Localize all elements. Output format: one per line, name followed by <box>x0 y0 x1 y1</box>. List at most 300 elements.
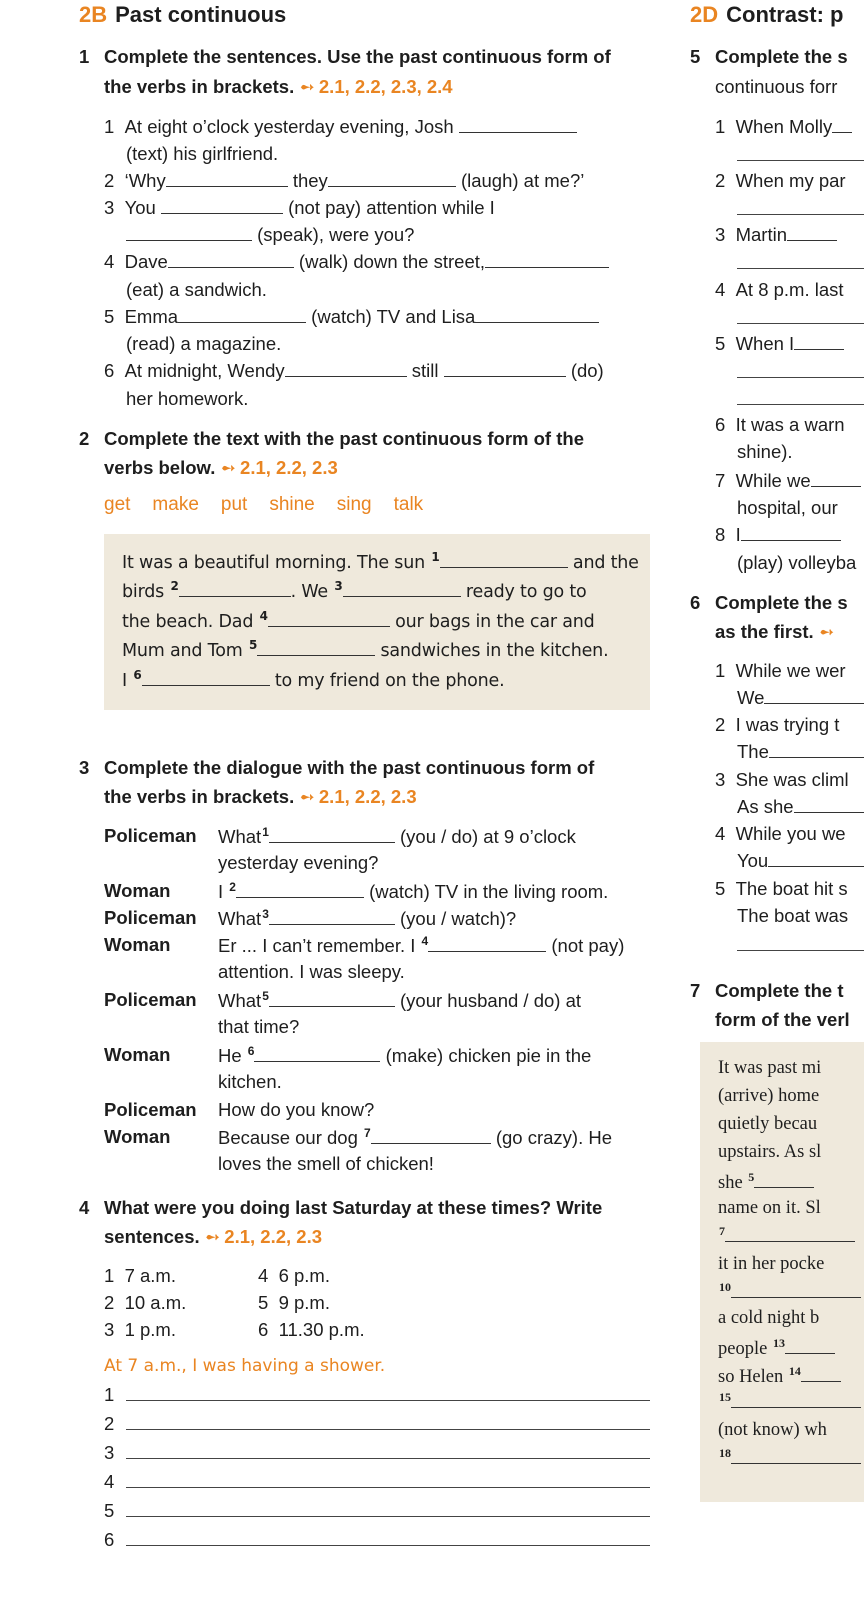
word-bank-item: get <box>104 494 131 515</box>
answer-blank[interactable] <box>328 170 456 187</box>
item-number: 4 <box>715 279 726 300</box>
gap-number: 6 <box>133 668 142 682</box>
item-text: ‘Why <box>124 170 166 191</box>
dialogue-line-5 <box>218 989 581 1012</box>
item-text: still <box>411 360 439 381</box>
answer-blank[interactable] <box>444 360 566 377</box>
answer-number: 5 <box>104 1500 115 1521</box>
ex7-instruction-line1: Complete the t <box>715 980 844 1001</box>
ex1-item-2 <box>104 170 584 192</box>
ex7-text-line <box>718 1446 861 1470</box>
answer-blank[interactable] <box>754 1171 814 1188</box>
gap-number: 15 <box>719 1390 731 1404</box>
answer-blank[interactable] <box>794 796 864 813</box>
ex1-instruction-text: the verbs in brackets. <box>104 76 295 97</box>
answer-blank[interactable] <box>768 850 864 867</box>
ex7-text-line: quietly becau <box>718 1114 818 1134</box>
ex6-item-1 <box>715 660 846 682</box>
answer-line[interactable] <box>126 1516 650 1517</box>
item-number: 3 <box>715 769 726 790</box>
dialogue-line-1 <box>218 825 576 848</box>
dialogue-line-1-cont: yesterday evening? <box>218 852 379 873</box>
ex1-refs: 2.1, 2.2, 2.3, 2.4 <box>318 76 453 97</box>
answer-blank[interactable] <box>731 1391 861 1408</box>
arrow-icon: ➻ <box>818 621 835 642</box>
answer-number: 1 <box>104 1384 115 1405</box>
ex1-item-5-cont: (read) a magazine. <box>126 333 282 354</box>
ex5-item-6-cont: shine). <box>737 441 793 462</box>
text-fragment: . We <box>290 582 328 602</box>
answer-blank[interactable] <box>371 1127 491 1144</box>
answer-blank[interactable] <box>794 333 844 350</box>
answer-line[interactable] <box>126 1429 650 1430</box>
ex1-item-5 <box>104 306 599 328</box>
ex5-item-7 <box>715 470 861 492</box>
item-text: While we wer <box>735 660 846 681</box>
ex5-item-4 <box>715 279 844 301</box>
answer-line[interactable] <box>126 1545 650 1546</box>
item-number: 5 <box>715 878 726 899</box>
item-text: When Molly <box>735 116 833 137</box>
ex6-item-5 <box>715 878 848 900</box>
item-text: You <box>737 850 769 871</box>
ex2-instruction-text: verbs below. <box>104 457 216 478</box>
answer-blank[interactable] <box>166 170 288 187</box>
answer-number: 6 <box>104 1529 115 1550</box>
answer-blank[interactable] <box>285 360 407 377</box>
item-text: The <box>737 741 769 762</box>
item-text: We <box>737 687 765 708</box>
answer-line[interactable] <box>737 377 864 378</box>
item-number: 3 <box>715 224 726 245</box>
ex7-text-line: a cold night b <box>718 1308 820 1328</box>
answer-line[interactable] <box>737 160 864 161</box>
dialogue-text: (you / do) at 9 o’clock <box>400 826 576 847</box>
ex7-text-line <box>718 1170 814 1194</box>
ex7-text-line <box>718 1280 861 1304</box>
answer-blank[interactable] <box>801 1365 841 1382</box>
item-text: At 8 p.m. last <box>735 279 844 300</box>
item-number: 4 <box>715 823 726 844</box>
dialogue-line-6 <box>218 1044 591 1067</box>
answer-line[interactable] <box>126 1458 650 1459</box>
answer-blank[interactable] <box>142 669 270 686</box>
answer-blank[interactable] <box>731 1281 861 1298</box>
ex1-item-1-cont: (text) his girlfriend. <box>126 143 279 164</box>
answer-blank[interactable] <box>269 826 395 843</box>
ex5-item-7-cont: hospital, our <box>737 497 838 518</box>
gap-number: 7 <box>719 1224 725 1238</box>
item-text: She was climl <box>735 769 849 790</box>
item-number: 5 <box>104 306 115 327</box>
item-number: 5 <box>715 333 726 354</box>
answer-blank[interactable] <box>268 610 390 627</box>
arrow-icon: ➻ <box>220 457 237 478</box>
ex7-text-line: (not know) wh <box>718 1420 827 1440</box>
gap-number: 13 <box>772 1336 785 1350</box>
dialogue-line-8-cont: loves the smell of chicken! <box>218 1153 434 1174</box>
item-number: 4 <box>258 1265 269 1286</box>
item-number: 2 <box>715 714 726 735</box>
ex7-text-line <box>718 1224 855 1248</box>
ex4-time-4 <box>258 1265 330 1287</box>
ex1-instruction-line1: Complete the sentences. Use the past continuous form of <box>104 46 611 67</box>
ex6-item-3 <box>715 769 849 791</box>
ex2-instruction-line1: Complete the text with the past continuous form of the <box>104 428 584 449</box>
gap-number: 2 <box>229 880 236 894</box>
ex3-grammar-ref <box>299 786 416 807</box>
answer-blank[interactable] <box>785 1337 835 1354</box>
time-value: 9 p.m. <box>278 1292 330 1313</box>
time-value: 1 p.m. <box>124 1319 176 1340</box>
item-text: I was trying t <box>735 714 840 735</box>
dialogue-line-4-cont: attention. I was sleepy. <box>218 961 405 982</box>
item-text: You <box>124 197 156 218</box>
time-value: 7 a.m. <box>124 1265 176 1286</box>
gap-number: 10 <box>719 1280 731 1294</box>
ex6-item-2-cont <box>737 741 864 763</box>
ex1-item-6-cont: her homework. <box>126 388 249 409</box>
answer-blank[interactable] <box>459 116 577 133</box>
item-text: (not pay) attention while I <box>288 197 495 218</box>
answer-line[interactable] <box>737 950 864 951</box>
answer-blank[interactable] <box>236 881 364 898</box>
time-value: 11.30 p.m. <box>278 1319 365 1340</box>
ex3-instruction-line1: Complete the dialogue with the past continuous form of <box>104 757 595 778</box>
section-title: Past continuous <box>115 2 287 27</box>
answer-blank[interactable] <box>254 1045 380 1062</box>
item-text: they <box>292 170 328 191</box>
dialogue-text: What <box>218 826 262 847</box>
ex1-instruction-line2 <box>104 76 453 98</box>
answer-blank[interactable] <box>428 935 546 952</box>
time-value: 6 p.m. <box>278 1265 330 1286</box>
ex5-item-8 <box>715 524 841 546</box>
text-fragment: she <box>718 1173 743 1193</box>
ex4-time-1 <box>104 1265 176 1287</box>
ex5-item-8-cont: (play) volleyba <box>737 552 857 573</box>
answer-blank[interactable] <box>343 580 461 597</box>
item-text: Emma <box>124 306 179 327</box>
dialogue-text: Er ... I can’t remember. I <box>218 935 416 956</box>
answer-number: 2 <box>104 1413 115 1434</box>
ex7-text-line: it in her pocke <box>718 1254 825 1274</box>
ex6-instruction-line2 <box>715 621 834 643</box>
dialogue-text: (make) chicken pie in the <box>385 1045 592 1066</box>
item-text: Dave <box>124 251 168 272</box>
item-number: 1 <box>715 116 726 137</box>
text-fragment: the beach. Dad <box>122 612 254 632</box>
answer-blank[interactable] <box>161 197 283 214</box>
ex7-instruction-line2: form of the verl <box>715 1009 850 1030</box>
speaker-label: Woman <box>104 880 171 901</box>
item-number: 6 <box>715 414 726 435</box>
dialogue-line-7: How do you know? <box>218 1099 375 1120</box>
item-text: (laugh) at me?’ <box>460 170 585 191</box>
ex2-refs: 2.1, 2.2, 2.3 <box>240 457 338 478</box>
word-bank-item: make <box>152 494 199 515</box>
item-number: 2 <box>104 170 115 191</box>
ex2-text-line1 <box>122 550 639 573</box>
ex7-text-line <box>718 1336 835 1360</box>
ex5-item-6 <box>715 414 845 436</box>
ex3-refs: 2.1, 2.2, 2.3 <box>318 786 417 807</box>
ex4-grammar-ref <box>205 1226 322 1247</box>
gap-number: 2 <box>170 579 179 593</box>
ex7-text-line <box>718 1364 841 1388</box>
ex2-instruction-line2 <box>104 457 338 479</box>
ex6-item-4 <box>715 823 846 845</box>
ex1-item-3-cont <box>126 224 414 246</box>
ex4-time-2 <box>104 1292 186 1314</box>
dialogue-line-2 <box>218 880 608 903</box>
item-number: 6 <box>104 360 115 381</box>
item-number: 4 <box>104 251 115 272</box>
item-number: 1 <box>715 660 726 681</box>
ex1-grammar-ref <box>299 76 452 97</box>
dialogue-text: (go crazy). He <box>495 1127 613 1148</box>
gap-number: 1 <box>262 825 269 839</box>
ex6-item-3-cont <box>737 796 864 818</box>
gap-number: 3 <box>334 579 343 593</box>
answer-line[interactable] <box>737 323 864 324</box>
gap-number: 1 <box>431 550 440 564</box>
speaker-label: Policeman <box>104 989 197 1010</box>
word-bank-item: talk <box>393 494 424 515</box>
item-text: (watch) TV and Lisa <box>311 306 476 327</box>
dialogue-line-3 <box>218 907 516 930</box>
answer-line[interactable] <box>126 1400 650 1401</box>
ex4-instruction-text: sentences. <box>104 1226 200 1247</box>
item-number: 1 <box>104 116 115 137</box>
ex1-item-4-cont: (eat) a sandwich. <box>126 279 267 300</box>
answer-blank[interactable] <box>475 306 599 323</box>
text-fragment: I <box>122 671 127 691</box>
ex2-word-bank <box>104 494 445 516</box>
ex4-time-6 <box>258 1319 365 1341</box>
ex7-number: 7 <box>690 980 701 1001</box>
ex5-instruction-line2: continuous forr <box>715 76 838 97</box>
item-number: 3 <box>104 197 115 218</box>
item-number: 1 <box>104 1265 115 1286</box>
section-2d-title <box>690 2 843 28</box>
text-fragment: sandwiches in the kitchen. <box>380 641 609 661</box>
ex5-item-1 <box>715 116 852 138</box>
ex6-item-5-cont: The boat was <box>737 905 849 926</box>
text-fragment: It was a beautiful morning. The sun <box>122 553 426 573</box>
text-fragment: our bags in the car and <box>395 612 595 632</box>
ex6-item-2 <box>715 714 839 736</box>
ex2-text-line3 <box>122 609 595 632</box>
item-text: (speak), were you? <box>257 224 415 245</box>
item-text: (do) <box>570 360 604 381</box>
ex1-item-6 <box>104 360 604 382</box>
answer-blank[interactable] <box>269 908 395 925</box>
ex3-instruction-text: the verbs in brackets. <box>104 786 295 807</box>
ex4-instruction-line1: What were you doing last Saturday at these times? Write <box>104 1197 603 1218</box>
text-fragment: birds <box>122 582 165 602</box>
dialogue-text: Because our dog <box>218 1127 358 1148</box>
time-value: 10 a.m. <box>124 1292 187 1313</box>
text-fragment: and the <box>572 553 639 573</box>
text-fragment: so Helen <box>718 1367 784 1387</box>
item-text: When my par <box>735 170 846 191</box>
gap-number: 7 <box>364 1126 371 1140</box>
answer-number: 4 <box>104 1471 115 1492</box>
gap-number: 6 <box>247 1044 255 1058</box>
item-number: 5 <box>258 1292 269 1313</box>
answer-blank[interactable] <box>764 687 864 704</box>
item-text: At eight o’clock yesterday evening, Josh <box>124 116 454 137</box>
answer-blank[interactable] <box>179 580 291 597</box>
ex5-number: 5 <box>690 46 701 67</box>
answer-number: 3 <box>104 1442 115 1463</box>
answer-line[interactable] <box>737 404 864 405</box>
answer-blank[interactable] <box>126 224 252 241</box>
item-text: (walk) down the street, <box>298 251 486 272</box>
gap-number: 5 <box>248 638 258 652</box>
ex6-number: 6 <box>690 592 701 613</box>
item-text: It was a warn <box>735 414 845 435</box>
text-fragment: Mum and Tom <box>122 641 243 661</box>
ex5-item-2 <box>715 170 846 192</box>
answer-blank[interactable] <box>257 639 375 656</box>
ex2-grammar-ref <box>221 457 338 478</box>
ex4-instruction-line2 <box>104 1226 322 1248</box>
speaker-label: Policeman <box>104 1099 197 1120</box>
gap-number: 14 <box>788 1364 801 1378</box>
ex7-text-line: It was past mi <box>718 1058 822 1078</box>
arrow-icon: ➻ <box>204 1226 221 1247</box>
speaker-label: Woman <box>104 1044 171 1065</box>
item-number: 3 <box>104 1319 115 1340</box>
item-text: Martin <box>735 224 787 245</box>
answer-blank[interactable] <box>485 251 609 268</box>
text-fragment: people <box>718 1339 768 1359</box>
dialogue-line-6-cont: kitchen. <box>218 1071 282 1092</box>
ex1-number: 1 <box>79 46 90 67</box>
section-code: 2B <box>79 2 108 27</box>
gap-number: 5 <box>748 1170 755 1184</box>
answer-blank[interactable] <box>440 551 568 568</box>
item-number: 6 <box>258 1319 269 1340</box>
ex1-item-1 <box>104 116 577 138</box>
word-bank-item: shine <box>269 494 315 515</box>
item-text: As she <box>737 796 794 817</box>
arrow-icon: ➻ <box>299 76 315 97</box>
ex7-text-line: (arrive) home <box>718 1086 820 1106</box>
dialogue-text: What <box>218 908 262 929</box>
speaker-label: Woman <box>104 934 171 955</box>
ex2-text-line5 <box>122 668 505 691</box>
item-text: While you we <box>735 823 846 844</box>
section-code: 2D <box>690 2 719 27</box>
item-number: 7 <box>715 470 726 491</box>
answer-blank[interactable] <box>832 116 852 133</box>
item-text: While we <box>735 470 811 491</box>
ex3-instruction-line2 <box>104 786 417 808</box>
item-number: 2 <box>104 1292 115 1313</box>
answer-blank[interactable] <box>178 306 306 323</box>
answer-line[interactable] <box>737 268 864 269</box>
ex6-item-1-cont <box>737 687 864 709</box>
speaker-label: Woman <box>104 1126 171 1147</box>
ex1-item-4 <box>104 251 609 273</box>
dialogue-text: (your husband / do) at <box>400 990 582 1011</box>
dialogue-line-4 <box>218 934 624 957</box>
dialogue-text: (watch) TV in the living room. <box>369 881 609 902</box>
item-text: I <box>735 524 741 545</box>
item-number: 8 <box>715 524 726 545</box>
dialogue-text: I <box>218 881 224 902</box>
answer-blank[interactable] <box>725 1225 855 1242</box>
answer-line[interactable] <box>737 214 864 215</box>
gap-number: 5 <box>262 989 269 1003</box>
answer-blank[interactable] <box>269 990 395 1007</box>
ex2-text-line4 <box>122 638 608 661</box>
gap-number: 3 <box>262 907 269 921</box>
ex6-item-4-cont <box>737 850 864 872</box>
ex6-instruction-text: as the first. <box>715 621 814 642</box>
section-title: Contrast: p <box>726 2 844 27</box>
ex4-refs: 2.1, 2.2, 2.3 <box>224 1226 323 1247</box>
ex7-text-line: upstairs. As sl <box>718 1142 822 1162</box>
dialogue-text: What <box>218 990 262 1011</box>
gap-number: 18 <box>719 1446 731 1460</box>
answer-blank[interactable] <box>787 224 837 241</box>
ex7-text-line: name on it. Sl <box>718 1198 821 1218</box>
ex5-item-5 <box>715 333 844 355</box>
ex4-time-3 <box>104 1319 176 1341</box>
ex3-number: 3 <box>79 757 90 778</box>
dialogue-line-5-cont: that time? <box>218 1016 300 1037</box>
section-2b-title <box>79 2 286 28</box>
dialogue-text: (not pay) <box>551 935 625 956</box>
text-fragment: ready to go to <box>465 582 587 602</box>
arrow-icon: ➻ <box>299 786 315 807</box>
dialogue-line-8 <box>218 1126 612 1149</box>
gap-number: 4 <box>421 934 429 948</box>
dialogue-text: (you / watch)? <box>400 908 517 929</box>
answer-blank[interactable] <box>769 741 864 758</box>
ex4-time-5 <box>258 1292 330 1314</box>
ex2-text-line2 <box>122 579 587 602</box>
item-text: At midnight, Wendy <box>124 360 285 381</box>
ex5-item-3 <box>715 224 837 246</box>
ex7-text-line <box>718 1390 861 1414</box>
word-bank-item: sing <box>336 494 372 515</box>
dialogue-text: He <box>218 1045 242 1066</box>
word-bank-item: put <box>220 494 248 515</box>
speaker-label: Policeman <box>104 907 197 928</box>
ex2-number: 2 <box>79 428 90 449</box>
answer-line[interactable] <box>126 1487 650 1488</box>
item-text: When I <box>735 333 795 354</box>
answer-blank[interactable] <box>168 251 294 268</box>
gap-number: 4 <box>259 609 268 623</box>
ex1-item-3 <box>104 197 495 219</box>
answer-blank[interactable] <box>811 470 861 487</box>
item-number: 2 <box>715 170 726 191</box>
ex5-instruction-line1: Complete the s <box>715 46 848 67</box>
answer-blank[interactable] <box>741 524 841 541</box>
ex6-instruction-line1: Complete the s <box>715 592 848 613</box>
item-text: The boat hit s <box>735 878 848 899</box>
speaker-label: Policeman <box>104 825 197 846</box>
ex4-example-answer: At 7 a.m., I was having a shower. <box>104 1356 386 1376</box>
text-fragment: to my friend on the phone. <box>274 671 505 691</box>
answer-blank[interactable] <box>731 1447 861 1464</box>
